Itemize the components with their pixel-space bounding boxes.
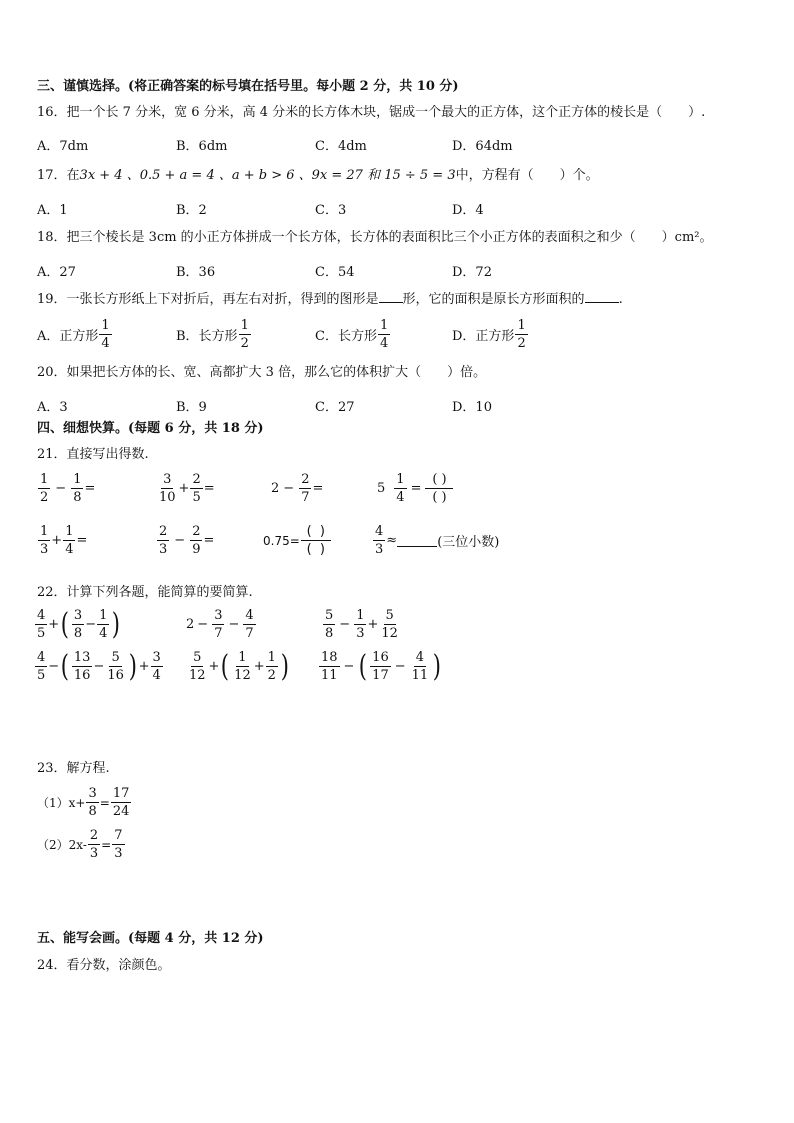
- denominator: 7: [245, 626, 254, 641]
- answer-fraction-blank: [301, 524, 331, 557]
- fraction: [354, 608, 366, 641]
- q21-r1-a: [37, 472, 95, 505]
- numerator: 1: [267, 650, 276, 665]
- q22-expr-5: [186, 650, 291, 683]
- minus-sign: −: [174, 533, 186, 548]
- fraction: [232, 650, 253, 683]
- fraction: [157, 472, 178, 505]
- denominator: 11: [321, 668, 338, 683]
- q19-option-c-label: C．长方形: [315, 329, 377, 344]
- question-22: 22．计算下列各题，能简算的要简算.: [37, 585, 253, 600]
- denominator-blank: [305, 541, 327, 557]
- q19-option-a-label: A．正方形: [37, 329, 99, 344]
- numerator: 5: [193, 650, 202, 665]
- fraction: [299, 472, 311, 505]
- section-3-title: 三、谨慎选择。(将正确答案的标号填在括号里。每小题 2 分，共 10 分): [37, 79, 459, 94]
- q16-option-a: A．7dm: [37, 139, 89, 154]
- fraction: [72, 650, 93, 683]
- plus-sign: +: [138, 659, 150, 674]
- q18-option-d: D．72: [452, 265, 492, 280]
- q19-blank-2: [585, 302, 619, 303]
- q21-r2-c: [263, 524, 332, 557]
- numerator: 3: [73, 608, 83, 623]
- denominator: 12: [234, 668, 251, 683]
- denominator: 8: [73, 626, 83, 641]
- close-paren: ): [128, 648, 137, 684]
- close-paren: ): [319, 524, 325, 539]
- denominator-blank: [430, 489, 448, 505]
- fraction: [38, 472, 50, 505]
- denominator: 4: [101, 336, 110, 351]
- minus-sign: −: [343, 659, 355, 674]
- denominator: 9: [192, 542, 201, 557]
- denominator: 2: [267, 668, 276, 683]
- q17-option-c: C．3: [315, 203, 347, 218]
- fraction: [86, 786, 98, 819]
- q22-expr-4: [34, 650, 164, 683]
- denominator: 8: [88, 804, 97, 819]
- minus-sign: −: [55, 481, 67, 496]
- fraction: [99, 318, 111, 351]
- denominator: 7: [301, 490, 310, 505]
- numerator: 1: [517, 318, 526, 333]
- denominator: 4: [396, 490, 405, 505]
- numerator: 18: [321, 650, 338, 665]
- minus-sign: −: [93, 659, 105, 674]
- open-paren: (: [359, 648, 368, 684]
- fraction: [373, 524, 385, 557]
- numerator: 3: [152, 650, 161, 665]
- denominator: 3: [159, 542, 168, 557]
- open-paren: (: [432, 472, 438, 487]
- minus-sign: −: [197, 617, 209, 632]
- fraction: [97, 608, 109, 641]
- question-18: 18．把三个棱长是 3cm 的小正方体拼成一个长方体，长方体的表面积比三个小正方体的表面积之和少（ ）cm²。: [37, 230, 713, 245]
- numerator: 13: [73, 650, 91, 665]
- q22-expr-3: [322, 608, 401, 641]
- open-paren: (: [306, 542, 312, 557]
- fraction: [38, 524, 50, 557]
- fraction: [378, 318, 390, 351]
- open-paren: (: [306, 524, 312, 539]
- q20-option-d: D．10: [452, 400, 492, 415]
- q16-option-c: C．4dm: [315, 139, 367, 154]
- fraction: [71, 472, 83, 505]
- numerator-blank: [425, 472, 453, 489]
- answer-blank: [397, 534, 437, 547]
- fraction: [35, 650, 47, 683]
- denominator: 5: [192, 490, 201, 505]
- fraction: [323, 608, 335, 641]
- denominator: 24: [112, 804, 130, 819]
- denominator: 3: [356, 626, 365, 641]
- numerator: 3: [214, 608, 223, 623]
- q17-option-a: A．1: [37, 203, 68, 218]
- denominator: 2: [240, 336, 249, 351]
- numerator: 1: [356, 608, 365, 623]
- open-paren: (: [221, 648, 230, 684]
- denominator: 3: [40, 542, 49, 557]
- q17-suffix: 中，方程有（ ）个。: [455, 168, 599, 183]
- denominator: 10: [159, 490, 176, 505]
- numerator: 4: [245, 608, 254, 623]
- equals-sign: =: [101, 837, 112, 852]
- plus-sign: +: [51, 533, 63, 548]
- close-paren: ): [432, 648, 442, 684]
- plus-sign: +: [208, 659, 220, 674]
- fraction: [111, 786, 132, 819]
- open-paren: (: [60, 648, 70, 684]
- q16-option-b: B．6dm: [176, 139, 228, 154]
- q22-expr-1: [34, 608, 122, 641]
- fraction: [105, 650, 126, 683]
- q18-option-c: C．54: [315, 265, 355, 280]
- q23-equation-1: [37, 786, 132, 819]
- denominator: 3: [375, 542, 384, 557]
- numerator: 1: [238, 650, 247, 665]
- equals-sign: =: [84, 481, 96, 496]
- denominator: 12: [189, 668, 206, 683]
- section-4-title: 四、细想快算。(每题 6 分，共 18 分): [37, 421, 264, 436]
- q21-r2-a: [37, 524, 87, 557]
- equals-sign: =: [203, 481, 215, 496]
- q19-option-d-label: D．正方形: [452, 329, 515, 344]
- numerator: 2: [301, 472, 310, 487]
- q19-text-c: .: [618, 292, 623, 307]
- numerator: 1: [40, 472, 49, 487]
- q19-option-c: [315, 318, 391, 351]
- denominator: 3: [114, 846, 123, 861]
- denominator: 5: [37, 626, 46, 641]
- equation-label: （2）2x-: [37, 838, 87, 852]
- q21-r1-c: [271, 472, 323, 505]
- equation-label: （1）x+: [37, 796, 86, 810]
- numerator: 4: [415, 650, 425, 665]
- numerator: 16: [372, 650, 389, 665]
- equals-sign: =: [203, 533, 215, 548]
- q22-expr-6: [318, 650, 443, 683]
- q19-option-b: [176, 318, 252, 351]
- close-paren: ): [112, 606, 121, 642]
- fraction: [88, 828, 100, 861]
- q19-text-b: 形，它的面积是原长方形面积的: [402, 292, 585, 307]
- fraction: [151, 650, 163, 683]
- numerator: 3: [163, 472, 172, 487]
- numerator-blank: [301, 524, 331, 541]
- denominator: 16: [73, 668, 91, 683]
- fraction: [515, 318, 527, 351]
- q21-r2-b: [156, 524, 214, 557]
- numerator: 4: [375, 524, 384, 539]
- q21-r1-d: [377, 472, 454, 505]
- q21-r1-b: [156, 472, 215, 505]
- denominator: 3: [89, 846, 99, 861]
- whole-number: 5: [377, 481, 386, 496]
- q17-prefix: 17．在: [37, 168, 80, 183]
- denominator: 4: [152, 668, 161, 683]
- fraction: [187, 650, 208, 683]
- approx-sign: ≈: [386, 533, 398, 548]
- q19-option-a: [37, 318, 113, 351]
- denominator: 4: [65, 542, 74, 557]
- numerator: 2: [192, 524, 201, 539]
- numerator: 1: [40, 524, 49, 539]
- numerator: 1: [240, 318, 249, 333]
- q17-option-d: D．4: [452, 203, 484, 218]
- question-23: 23．解方程.: [37, 761, 110, 776]
- q19-blank-1: [379, 302, 403, 303]
- minus-sign: −: [48, 659, 60, 674]
- q21-r2-d: [372, 524, 499, 557]
- equals-sign: =: [76, 533, 88, 548]
- plus-sign: +: [253, 659, 265, 674]
- numerator: 7: [114, 828, 123, 843]
- fraction: [212, 608, 224, 641]
- q17-option-b: B．2: [176, 203, 207, 218]
- open-paren: (: [432, 490, 438, 505]
- answer-fraction-blank: [425, 472, 453, 505]
- equals-sign: =: [312, 481, 324, 496]
- q18-option-a: A．27: [37, 265, 76, 280]
- numerator: 1: [379, 318, 389, 333]
- fraction: [63, 524, 75, 557]
- fraction: [157, 524, 169, 557]
- plus-sign: +: [367, 617, 379, 632]
- q19-option-b-label: B．长方形: [176, 329, 238, 344]
- numerator: 2: [159, 524, 168, 539]
- fraction: [112, 828, 124, 861]
- numerator: 1: [101, 318, 110, 333]
- fraction: [239, 318, 251, 351]
- plus-sign: +: [48, 617, 60, 632]
- denominator: 4: [99, 626, 108, 641]
- fraction: [266, 650, 278, 683]
- denominator: 17: [372, 668, 389, 683]
- note-three-decimals: (三位小数): [437, 535, 500, 550]
- q20-option-c: C．27: [315, 400, 355, 415]
- q20-option-a: A．3: [37, 400, 68, 415]
- fraction: [379, 608, 400, 641]
- denominator: 7: [214, 626, 223, 641]
- denominator: 5: [37, 668, 46, 683]
- q22-expr-2: [186, 608, 257, 641]
- fraction: [190, 524, 202, 557]
- question-24: 24．看分数，涂颜色。: [37, 958, 171, 973]
- equals-sign: =: [410, 481, 422, 496]
- close-paren: ): [319, 542, 325, 557]
- denominator: 8: [73, 490, 82, 505]
- q19-option-d: [452, 318, 529, 351]
- numerator: 4: [37, 608, 46, 623]
- decimal-equals: 0.75=: [263, 533, 300, 548]
- close-paren: ): [441, 490, 447, 505]
- whole-number: 2: [186, 617, 195, 632]
- denominator: 11: [411, 668, 429, 683]
- fraction: [410, 650, 431, 683]
- fraction: [190, 472, 202, 505]
- plus-sign: +: [178, 481, 190, 496]
- q20-option-b: B．9: [176, 400, 207, 415]
- close-paren: ): [280, 648, 289, 684]
- numerator: 1: [396, 472, 405, 487]
- open-paren: (: [60, 606, 70, 642]
- fraction: [243, 608, 255, 641]
- numerator: 1: [65, 524, 74, 539]
- fraction: [370, 650, 391, 683]
- fraction: [35, 608, 47, 641]
- numerator: 5: [325, 608, 334, 623]
- question-19: [37, 291, 623, 309]
- numerator: 2: [89, 828, 99, 843]
- numerator: 1: [73, 472, 82, 487]
- whole-number: 2: [271, 481, 280, 496]
- numerator: 1: [99, 608, 108, 623]
- q23-equation-2: [37, 828, 126, 861]
- close-paren: ): [441, 472, 447, 487]
- q16-option-d: D．64dm: [452, 139, 513, 154]
- denominator: 4: [379, 336, 389, 351]
- equals-sign: =: [99, 795, 110, 810]
- fraction: [72, 608, 84, 641]
- question-20: 20．如果把长方体的长、宽、高都扩大 3 倍，那么它的体积扩大（ ）倍。: [37, 365, 487, 380]
- fraction: [394, 472, 406, 505]
- question-17: [37, 167, 599, 185]
- minus-sign: −: [394, 659, 406, 674]
- q17-items: 3x + 4 、0.5 + a = 4 、a + b > 6 、9x = 27 和 15 ÷ 5 = 3: [79, 168, 456, 183]
- numerator: 5: [385, 608, 394, 623]
- fraction: [319, 650, 340, 683]
- numerator: 17: [112, 786, 130, 801]
- numerator: 2: [192, 472, 201, 487]
- minus-sign: −: [228, 617, 240, 632]
- numerator: 4: [37, 650, 46, 665]
- denominator: 16: [107, 668, 124, 683]
- section-5-title: 五、能写会画。(每题 4 分，共 12 分): [37, 931, 264, 946]
- denominator: 12: [381, 626, 398, 641]
- minus-sign: −: [339, 617, 351, 632]
- q19-text-a: 19．一张长方形纸上下对折后，再左右对折，得到的图形是: [37, 292, 379, 307]
- numerator: 3: [88, 786, 97, 801]
- minus-sign: −: [85, 617, 97, 632]
- denominator: 8: [325, 626, 334, 641]
- q18-option-b: B．36: [176, 265, 216, 280]
- denominator: 2: [40, 490, 49, 505]
- question-16: 16．把一个长 7 分米，宽 6 分米，高 4 分米的长方体木块，锯成一个最大的正方体，这个正方体的棱长是（ ）.: [37, 105, 706, 120]
- minus-sign: −: [283, 481, 295, 496]
- numerator: 5: [111, 650, 120, 665]
- question-21: 21．直接写出得数.: [37, 447, 149, 462]
- denominator: 2: [517, 336, 526, 351]
